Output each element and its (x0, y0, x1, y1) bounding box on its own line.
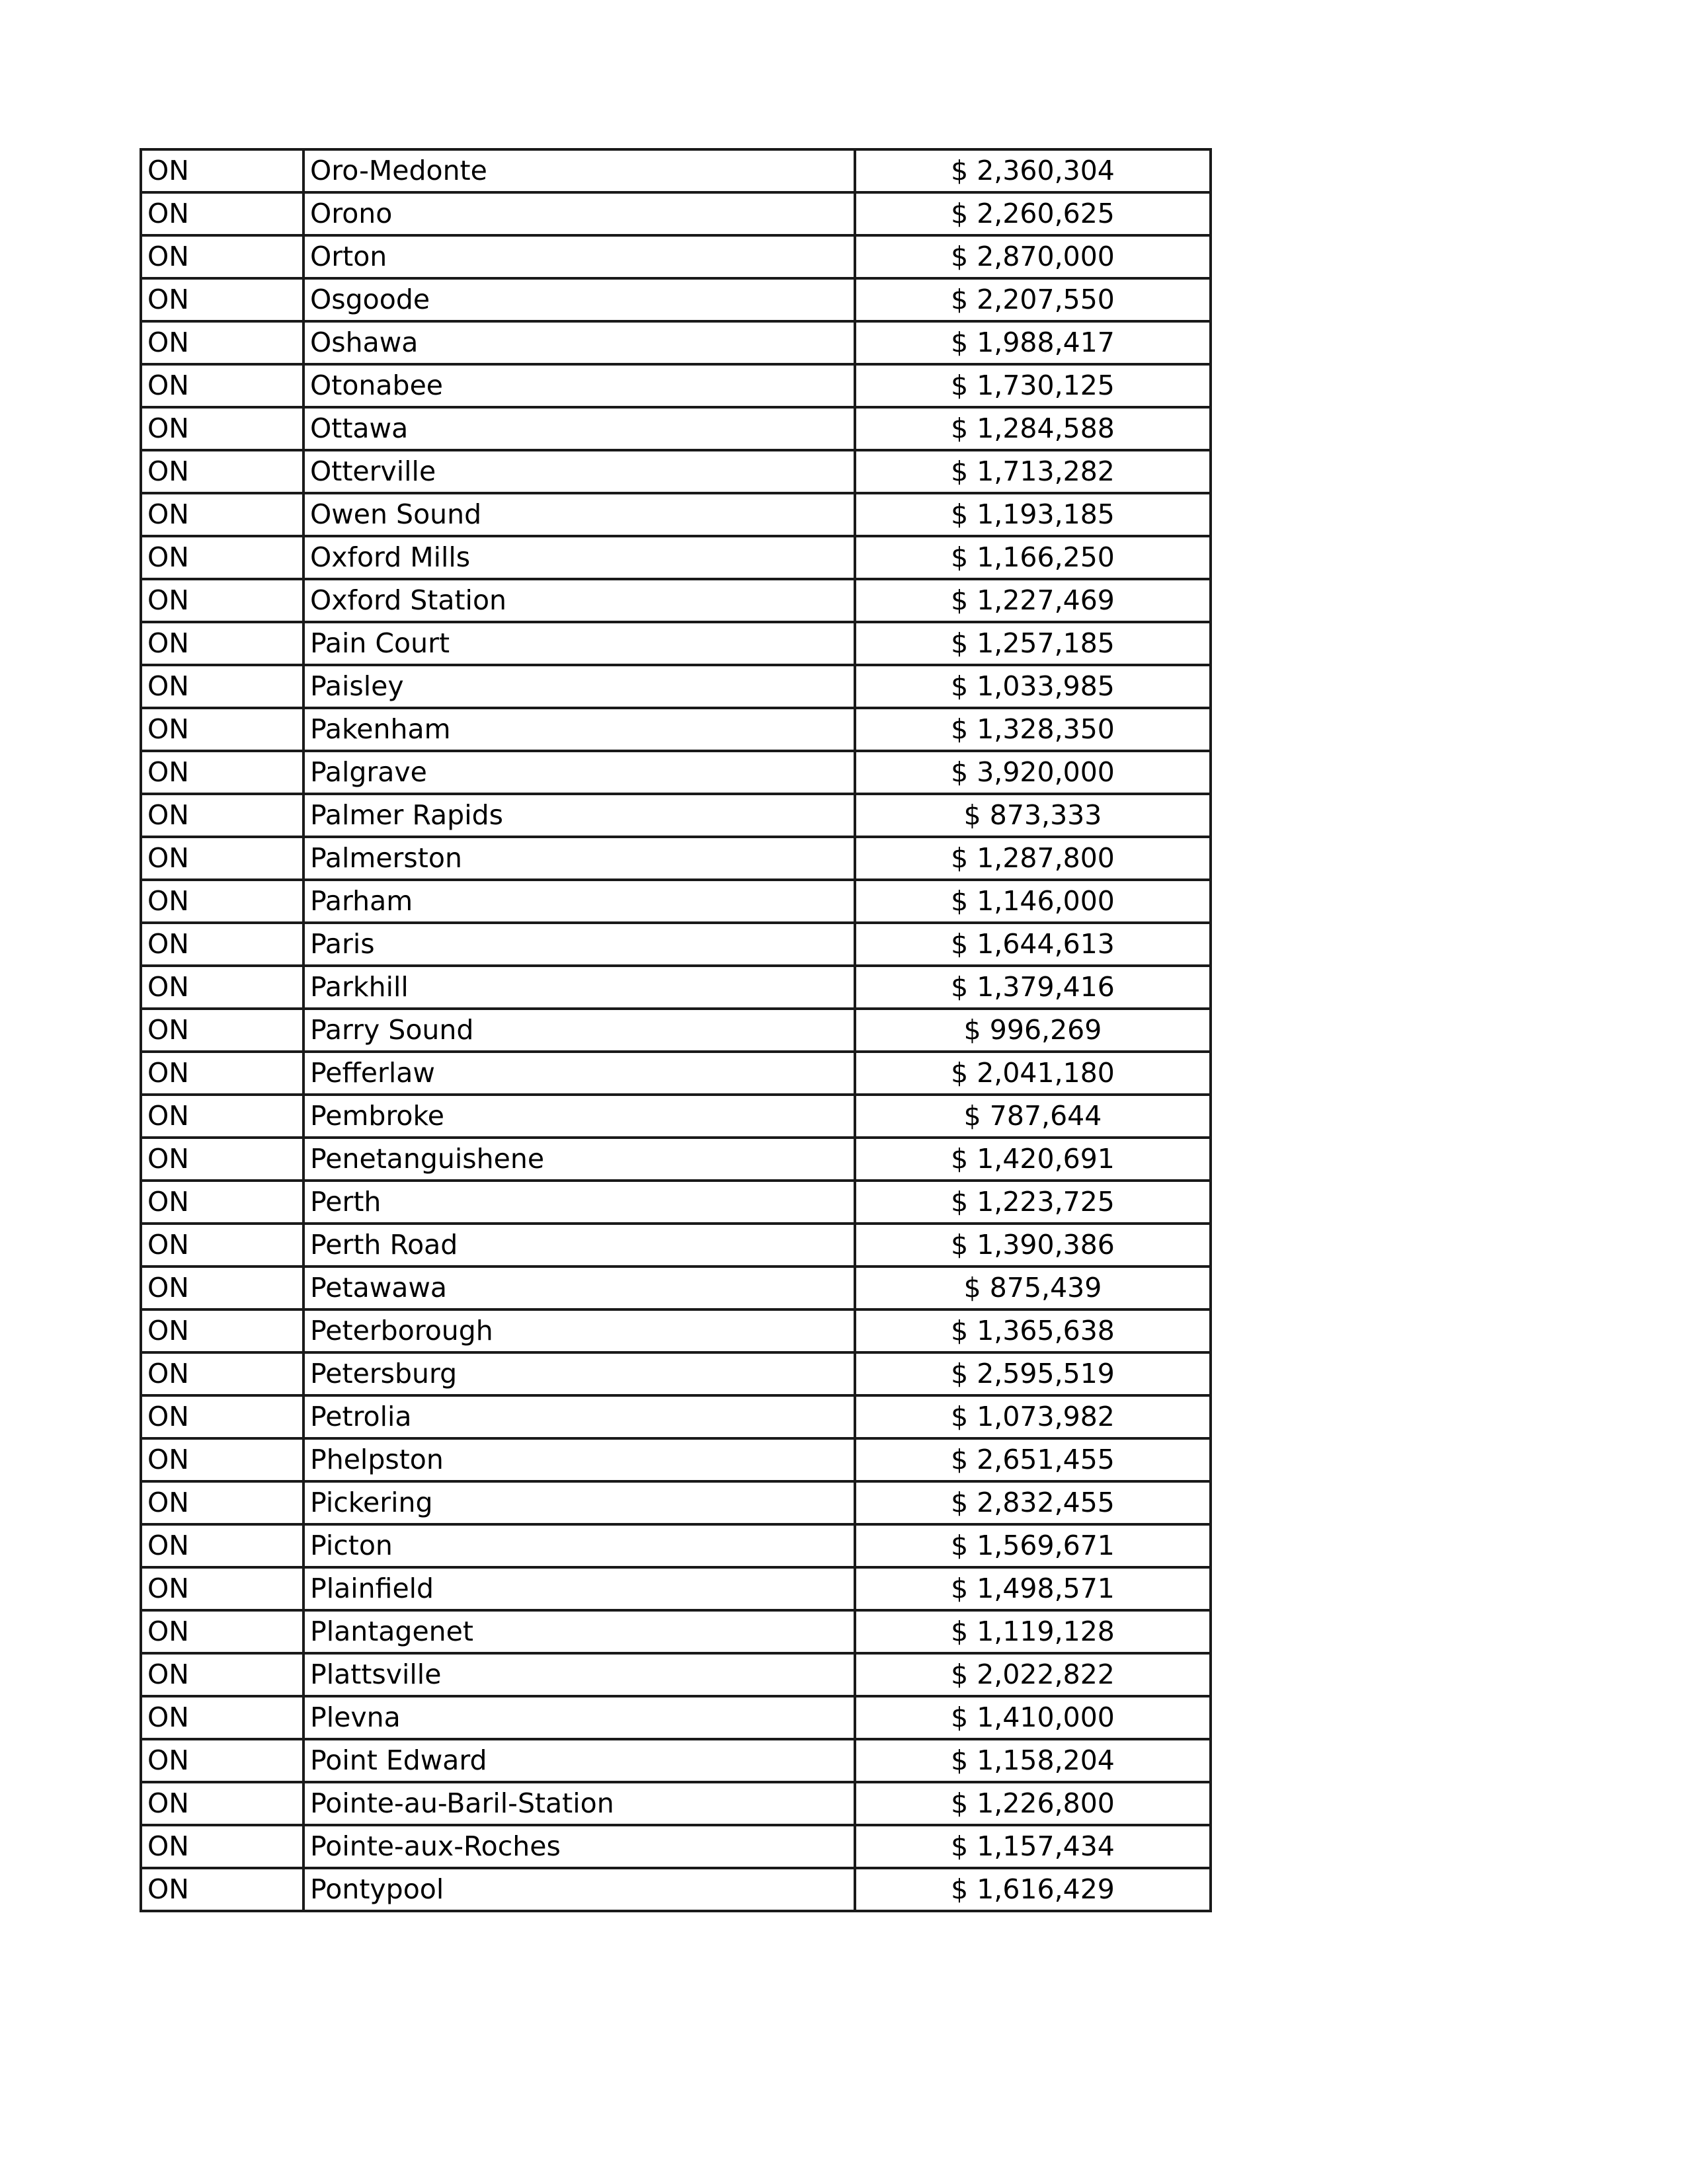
value-cell: $ 2,870,000 (855, 235, 1211, 278)
province-cell: ON (141, 622, 303, 665)
city-cell: Petrolia (303, 1395, 855, 1438)
city-cell: Plevna (303, 1696, 855, 1739)
province-cell: ON (141, 493, 303, 536)
city-cell: Phelpston (303, 1438, 855, 1481)
table-row (141, 966, 1211, 1009)
data-table (140, 148, 1212, 1912)
city-cell: Otterville (303, 450, 855, 493)
table-row (141, 1481, 1211, 1524)
province-cell: ON (141, 1352, 303, 1395)
table-row (141, 1309, 1211, 1352)
table-row (141, 407, 1211, 450)
value-cell: $ 1,713,282 (855, 450, 1211, 493)
value-cell: $ 1,569,671 (855, 1524, 1211, 1567)
province-cell: ON (141, 536, 303, 579)
city-cell: Parham (303, 880, 855, 923)
table-row (141, 794, 1211, 837)
province-cell: ON (141, 1395, 303, 1438)
province-cell: ON (141, 665, 303, 708)
province-cell: ON (141, 1567, 303, 1610)
table-row (141, 1868, 1211, 1911)
value-cell: $ 1,410,000 (855, 1696, 1211, 1739)
city-cell: Pefferlaw (303, 1052, 855, 1095)
value-cell: $ 2,041,180 (855, 1052, 1211, 1095)
table-row (141, 923, 1211, 966)
province-cell: ON (141, 1009, 303, 1052)
value-cell: $ 1,146,000 (855, 880, 1211, 923)
value-cell: $ 1,284,588 (855, 407, 1211, 450)
value-cell: $ 2,022,822 (855, 1653, 1211, 1696)
value-cell: $ 1,193,185 (855, 493, 1211, 536)
value-cell: $ 1,988,417 (855, 321, 1211, 364)
province-cell: ON (141, 1825, 303, 1868)
value-cell: $ 2,260,625 (855, 192, 1211, 235)
value-cell: $ 1,616,429 (855, 1868, 1211, 1911)
value-cell: $ 2,651,455 (855, 1438, 1211, 1481)
province-cell: ON (141, 966, 303, 1009)
table-row (141, 665, 1211, 708)
value-cell: $ 787,644 (855, 1095, 1211, 1138)
table-row (141, 1181, 1211, 1224)
table-row (141, 622, 1211, 665)
value-cell: $ 1,158,204 (855, 1739, 1211, 1782)
city-cell: Paisley (303, 665, 855, 708)
province-cell: ON (141, 1739, 303, 1782)
city-cell: Oxford Station (303, 579, 855, 622)
value-cell: $ 2,595,519 (855, 1352, 1211, 1395)
province-cell: ON (141, 1224, 303, 1267)
value-cell: $ 1,420,691 (855, 1138, 1211, 1181)
table-row (141, 1138, 1211, 1181)
city-cell: Picton (303, 1524, 855, 1567)
city-cell: Plattsville (303, 1653, 855, 1696)
city-cell: Pointe-au-Baril-Station (303, 1782, 855, 1825)
city-cell: Point Edward (303, 1739, 855, 1782)
province-cell: ON (141, 923, 303, 966)
province-cell: ON (141, 1267, 303, 1309)
value-cell: $ 996,269 (855, 1009, 1211, 1052)
city-cell: Palgrave (303, 751, 855, 794)
city-cell: Palmer Rapids (303, 794, 855, 837)
province-cell: ON (141, 149, 303, 192)
province-cell: ON (141, 1610, 303, 1653)
province-cell: ON (141, 880, 303, 923)
value-cell: $ 1,365,638 (855, 1309, 1211, 1352)
value-cell: $ 2,207,550 (855, 278, 1211, 321)
value-cell: $ 873,333 (855, 794, 1211, 837)
province-cell: ON (141, 407, 303, 450)
table-row (141, 1438, 1211, 1481)
value-cell: $ 2,360,304 (855, 149, 1211, 192)
table-row (141, 1610, 1211, 1653)
table-row (141, 321, 1211, 364)
province-cell: ON (141, 278, 303, 321)
city-cell: Pain Court (303, 622, 855, 665)
value-cell: $ 1,328,350 (855, 708, 1211, 751)
value-cell: $ 1,033,985 (855, 665, 1211, 708)
city-cell: Pakenham (303, 708, 855, 751)
province-cell: ON (141, 1481, 303, 1524)
value-cell: $ 1,257,185 (855, 622, 1211, 665)
table-row (141, 1696, 1211, 1739)
value-cell: $ 1,730,125 (855, 364, 1211, 407)
table-row (141, 837, 1211, 880)
province-cell: ON (141, 1095, 303, 1138)
province-cell: ON (141, 1524, 303, 1567)
city-cell: Oshawa (303, 321, 855, 364)
city-cell: Otonabee (303, 364, 855, 407)
table-row (141, 1224, 1211, 1267)
province-cell: ON (141, 1653, 303, 1696)
table-row (141, 1739, 1211, 1782)
province-cell: ON (141, 1868, 303, 1911)
city-cell: Parkhill (303, 966, 855, 1009)
city-cell: Petawawa (303, 1267, 855, 1309)
province-cell: ON (141, 837, 303, 880)
province-cell: ON (141, 321, 303, 364)
province-cell: ON (141, 1138, 303, 1181)
value-cell: $ 1,498,571 (855, 1567, 1211, 1610)
value-cell: $ 1,644,613 (855, 923, 1211, 966)
table-row (141, 493, 1211, 536)
city-cell: Oxford Mills (303, 536, 855, 579)
city-cell: Osgoode (303, 278, 855, 321)
table-row (141, 278, 1211, 321)
province-cell: ON (141, 1181, 303, 1224)
value-cell: $ 1,390,386 (855, 1224, 1211, 1267)
value-cell: $ 1,157,434 (855, 1825, 1211, 1868)
value-cell: $ 1,227,469 (855, 579, 1211, 622)
value-cell: $ 1,073,982 (855, 1395, 1211, 1438)
table-row (141, 1267, 1211, 1309)
table-row (141, 149, 1211, 192)
city-cell: Peterborough (303, 1309, 855, 1352)
table-row (141, 536, 1211, 579)
city-cell: Pickering (303, 1481, 855, 1524)
table-row (141, 1009, 1211, 1052)
table-row (141, 1524, 1211, 1567)
city-cell: Orton (303, 235, 855, 278)
value-cell: $ 1,119,128 (855, 1610, 1211, 1653)
city-cell: Paris (303, 923, 855, 966)
province-cell: ON (141, 364, 303, 407)
province-cell: ON (141, 794, 303, 837)
city-cell: Orono (303, 192, 855, 235)
table-row (141, 364, 1211, 407)
table-row (141, 235, 1211, 278)
value-cell: $ 2,832,455 (855, 1481, 1211, 1524)
city-cell: Owen Sound (303, 493, 855, 536)
table-row (141, 1052, 1211, 1095)
table-row (141, 751, 1211, 794)
value-cell: $ 1,287,800 (855, 837, 1211, 880)
province-cell: ON (141, 579, 303, 622)
province-cell: ON (141, 450, 303, 493)
province-cell: ON (141, 1438, 303, 1481)
table-row (141, 192, 1211, 235)
province-cell: ON (141, 708, 303, 751)
value-cell: $ 1,379,416 (855, 966, 1211, 1009)
table-body (141, 149, 1211, 1911)
city-cell: Perth (303, 1181, 855, 1224)
city-cell: Petersburg (303, 1352, 855, 1395)
table-row (141, 1782, 1211, 1825)
city-cell: Plainfield (303, 1567, 855, 1610)
table-row (141, 1352, 1211, 1395)
table-row (141, 579, 1211, 622)
city-cell: Pembroke (303, 1095, 855, 1138)
province-cell: ON (141, 1696, 303, 1739)
value-cell: $ 3,920,000 (855, 751, 1211, 794)
province-cell: ON (141, 751, 303, 794)
table-row (141, 1567, 1211, 1610)
table-row (141, 1395, 1211, 1438)
province-cell: ON (141, 1052, 303, 1095)
value-cell: $ 1,226,800 (855, 1782, 1211, 1825)
city-cell: Perth Road (303, 1224, 855, 1267)
table-row (141, 708, 1211, 751)
value-cell: $ 1,166,250 (855, 536, 1211, 579)
city-cell: Oro-Medonte (303, 149, 855, 192)
city-cell: Penetanguishene (303, 1138, 855, 1181)
table-row (141, 880, 1211, 923)
value-cell: $ 1,223,725 (855, 1181, 1211, 1224)
table-row (141, 1825, 1211, 1868)
city-cell: Ottawa (303, 407, 855, 450)
city-cell: Pontypool (303, 1868, 855, 1911)
city-cell: Parry Sound (303, 1009, 855, 1052)
table-row (141, 1095, 1211, 1138)
province-cell: ON (141, 235, 303, 278)
province-cell: ON (141, 192, 303, 235)
value-cell: $ 875,439 (855, 1267, 1211, 1309)
city-cell: Palmerston (303, 837, 855, 880)
city-cell: Plantagenet (303, 1610, 855, 1653)
table-row (141, 450, 1211, 493)
city-cell: Pointe-aux-Roches (303, 1825, 855, 1868)
province-cell: ON (141, 1309, 303, 1352)
province-cell: ON (141, 1782, 303, 1825)
table-row (141, 1653, 1211, 1696)
